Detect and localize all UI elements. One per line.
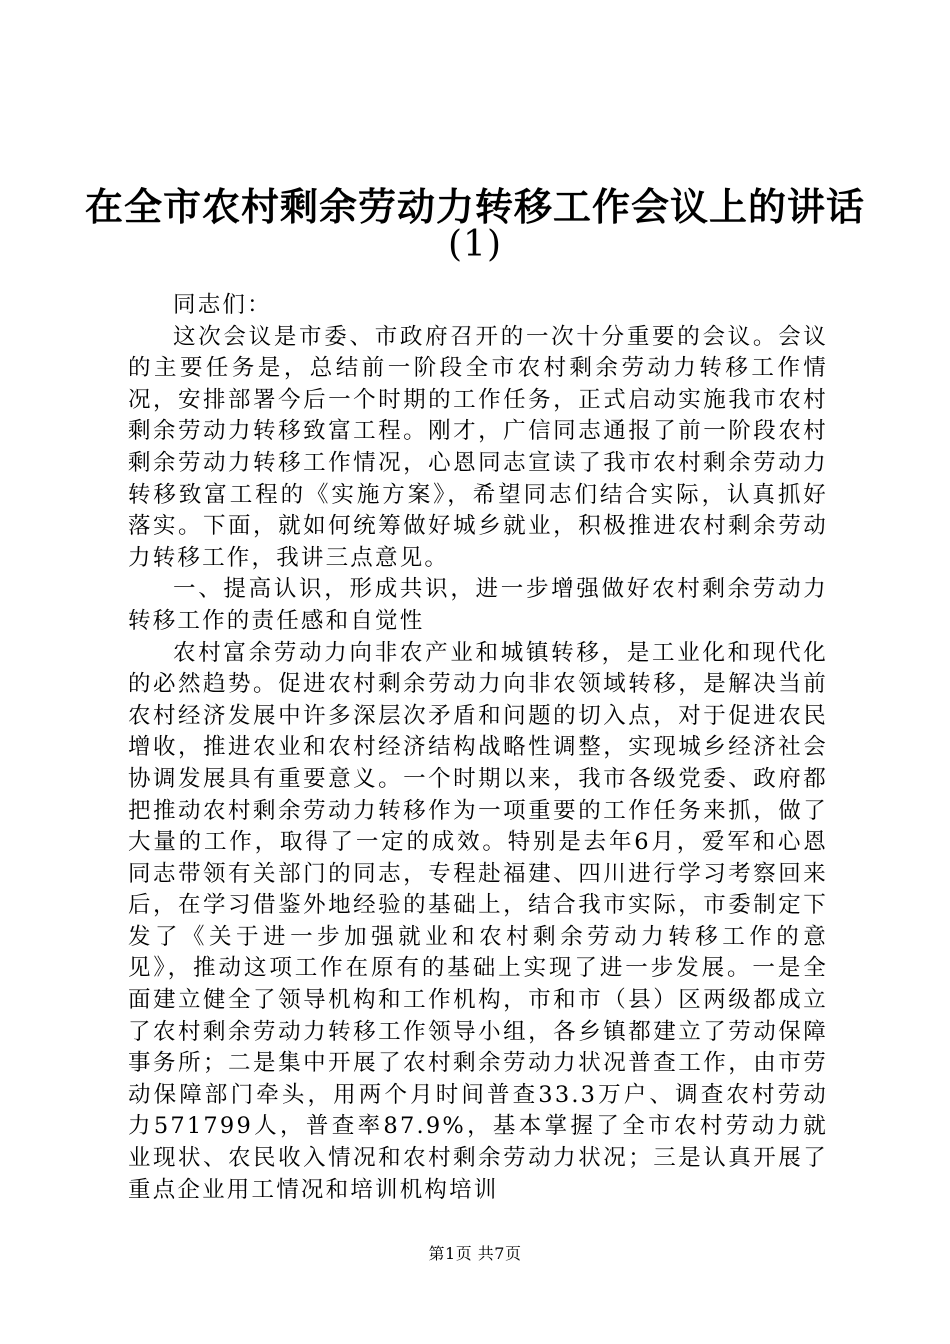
paragraph-intro: 这次会议是市委、市政府召开的一次十分重要的会议。会议的主要任务是，总结前一阶段全市农村剩余劳动力转移工作情况，安排部署今后一个时期的工作任务，正式启动实施我市农村剩余劳动力转移致富工程。刚才，广信同志通报了前一阶段农村剩余劳动力转移工作情况，心恩同志宣读了我市农村剩余劳动力转移致富工程的《实施方案》，希望同志们结合实际，认真抓好落实。下面，就如何统筹做好城乡就业，积极推进农村剩余劳动力转移工作，我讲三点意见。 (128, 323, 828, 571)
document-title: 在全市农村剩余劳动力转移工作会议上的讲话 (84, 184, 865, 229)
section-heading-1: 一、提高认识，形成共识，进一步增强做好农村剩余劳动力转移工作的责任感和自觉性 (128, 576, 828, 634)
paragraph-section-1: 农村富余劳动力向非农产业和城镇转移，是工业化和现代化的必然趋势。促进农村剩余劳动力向非农领域转移，是解决当前农村经济发展中许多深层次矛盾和问题的切入点，对于促进农民增收，推进农业和农村经济结构战略性调整，实现城乡经济社会协调发展具有重要意义。一个时期以来，我市各级党委、政府都把推动农村剩余劳动力转移作为一项重要的工作任务来抓，做了大量的工作，取得了一定的成效。特别是去年6月，爱军和心恩同志带领有关部门的同志，专程赴福建、四川进行学习考察回来后，在学习借鉴外地经验的基础上，结合我市实际，市委制定下发了《关于进一步加强就业和农村剩余劳动力转移工作的意见》，推动这项工作在原有的基础上实现了进一步发展。一是全面建立健全了领导机构和工作机构，市和市（县）区两级都成立了农村剩余劳动力转移工作领导小组，各乡镇都建立了劳动保障事务所；二是集中开展了农村剩余劳动力状况普查工作，由市劳动保障部门牵头，用两个月时间普查33.3万户、调查农村劳动力571799人，普查率87.9%，基本掌握了全市农村劳动力就业现状、农民收入情况和农村剩余劳动力状况；三是认真开展了重点企业用工情况和培训机构培训 (128, 639, 828, 1203)
document-body (128, 290, 828, 1206)
salutation: 同志们： (173, 292, 272, 318)
page-footer: 第1页 共7页 (428, 1244, 522, 1263)
document-title-suffix: (1) (448, 224, 502, 265)
